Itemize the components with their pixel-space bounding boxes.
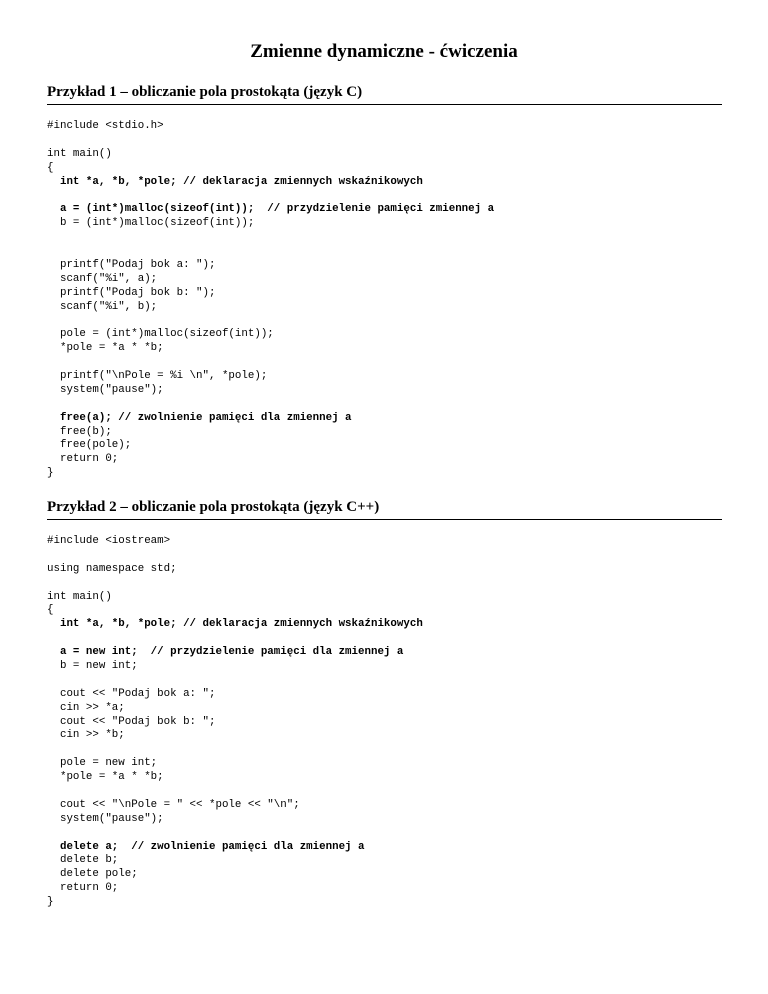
- code-line: using namespace std;: [47, 562, 177, 575]
- code-line: *pole = *a * *b;: [47, 771, 164, 784]
- code-line: int main(): [47, 147, 112, 160]
- code-line: }: [47, 896, 54, 909]
- code-line: free(a); // zwolnienie pamięci dla zmiennej a: [47, 411, 352, 424]
- code-line: pole = new int;: [47, 757, 158, 770]
- code-line: int *a, *b, *pole; // deklaracja zmiennych wskaźnikowych: [47, 618, 423, 631]
- code-line: delete b;: [47, 854, 119, 867]
- code-line: cout << "\nPole = " << *pole << "\n";: [47, 798, 300, 811]
- code-line: scanf("%i", a);: [47, 272, 158, 285]
- code-line: {: [47, 161, 54, 174]
- code-line: cout << "Podaj bok b: ";: [47, 715, 216, 728]
- code-line: [47, 231, 722, 245]
- section-heading-example-1: Przykład 1 – obliczanie pola prostokąta (język C): [47, 83, 722, 105]
- code-line: return 0;: [47, 882, 119, 895]
- page-title: Zmienne dynamiczne - ćwiczenia: [250, 41, 518, 62]
- code-line: [47, 785, 722, 799]
- code-line: {: [47, 604, 54, 617]
- code-line: [47, 398, 722, 412]
- code-line: scanf("%i", b);: [47, 300, 158, 313]
- code-line: system("pause");: [47, 383, 164, 396]
- code-line: [47, 743, 722, 757]
- code-line: system("pause");: [47, 812, 164, 825]
- code-line: [47, 356, 722, 370]
- code-line: printf("Podaj bok b: ");: [47, 286, 216, 299]
- code-line: printf("Podaj bok a: ");: [47, 258, 216, 271]
- code-line: *pole = *a * *b;: [47, 342, 164, 355]
- code-line: }: [47, 467, 54, 480]
- code-line: pole = (int*)malloc(sizeof(int));: [47, 328, 274, 341]
- code-block-example-1: [47, 120, 722, 481]
- code-line: int main(): [47, 590, 112, 603]
- code-line: b = new int;: [47, 660, 138, 673]
- code-line: [47, 134, 722, 148]
- code-block-example-2: [47, 535, 722, 910]
- code-line: a = (int*)malloc(sizeof(int)); // przydzielenie pamięci zmiennej a: [47, 203, 495, 216]
- code-line: [47, 632, 722, 646]
- code-line: b = (int*)malloc(sizeof(int));: [47, 217, 255, 230]
- code-line: [47, 189, 722, 203]
- code-line: [47, 827, 722, 841]
- code-line: #include <iostream>: [47, 535, 171, 547]
- code-line: cout << "Podaj bok a: ";: [47, 687, 216, 700]
- code-line: [47, 577, 722, 591]
- code-line: [47, 674, 722, 688]
- code-line: delete pole;: [47, 868, 138, 881]
- code-line: cin >> *b;: [47, 729, 125, 742]
- section-heading-example-2: Przykład 2 – obliczanie pola prostokąta (język C++): [47, 498, 722, 520]
- code-line: free(b);: [47, 425, 112, 438]
- code-line: #include <stdio.h>: [47, 120, 164, 132]
- code-line: [47, 549, 722, 563]
- code-line: [47, 245, 722, 259]
- code-line: int *a, *b, *pole; // deklaracja zmiennych wskaźnikowych: [47, 175, 423, 188]
- code-line: cin >> *a;: [47, 701, 125, 714]
- code-line: delete a; // zwolnienie pamięci dla zmiennej a: [47, 840, 365, 853]
- code-line: return 0;: [47, 453, 119, 466]
- code-line: [47, 314, 722, 328]
- code-line: free(pole);: [47, 439, 132, 452]
- code-line: a = new int; // przydzielenie pamięci dla zmiennej a: [47, 646, 404, 659]
- code-line: printf("\nPole = %i \n", *pole);: [47, 370, 268, 383]
